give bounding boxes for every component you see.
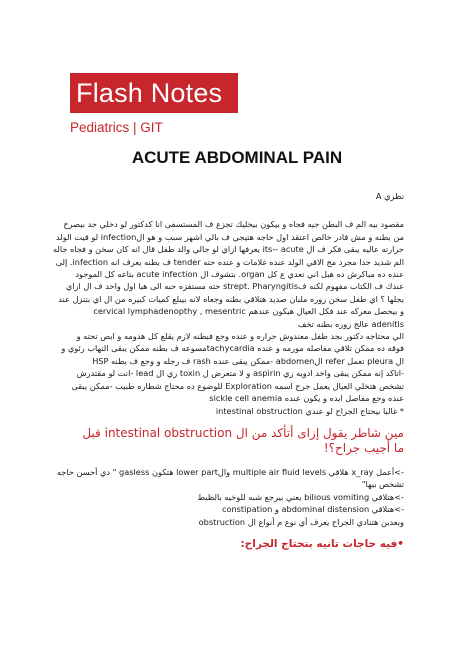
flash-notes-banner: Flash Notes <box>70 73 238 113</box>
text-line: مقصود بيه الم ف البطن جيه فجاه و بيكون بيخليك تجزع ف المستسفى انا كدكتور لو دخلي حد بيصرخ <box>63 219 404 230</box>
text-line: الي محتاجه دكتور بجد طفل معندوش حراره و عنده وجع فبطنه لازم يقلع كل هدومه و ابص تحته و <box>76 331 404 342</box>
spacer <box>70 528 404 537</box>
spacer <box>70 457 404 466</box>
question-heading: مين شاطر يقول إزاى أتأكد من ال intestinal obstruction قبل ما أجيب جراح؟! <box>82 425 404 456</box>
spacer <box>70 417 404 426</box>
sign-line: ->هتلاقي abdominal distension و constipation <box>221 504 404 515</box>
text-line: فوقه ده ممكن تلاقي مفاصله مورمه و عنده tachycardiaمسوعه ف بطنه ممكن يبقى التهاب رئوي و <box>61 343 404 354</box>
text-line: الم شديد جدا مجرد مج الاقي الولد عنده غلامات و عنده حته tender ف بطنه يعرف انه infection. إلى <box>55 256 404 267</box>
text-line: نظري A <box>375 191 404 201</box>
sign-line: ->أعمل x_ray هلاقي multiple air fluid levels والlower part هتكون gasless " دي أحسن حاجه <box>56 466 404 477</box>
note-content <box>52 190 404 551</box>
text-line: حرارته عاليه يبقى فكر ف ال its-- acute يعرفها ازاي لو جالي والد طفل قال انه كان سخن و فجاه جاله <box>52 244 404 255</box>
section-subtitle: Pediatrics | GIT <box>70 120 163 135</box>
footer-heading: •فيه حاجات تانيه بتحتاج الجراح: <box>240 537 404 550</box>
spacer <box>70 202 404 218</box>
text-line: عنده ده مباكرش ده هبل اني تعدي ع كل organ. بتشوف ال acute infection بتاعه كل الموجود <box>75 269 404 280</box>
text-line: ال pleura تعمل refer الabdomen -ممكن يبقى عنده rash ف رجله و وجع ف بطنه HSP <box>92 355 404 366</box>
text-line: adenitis عالج زوره بطنه تخف <box>297 318 404 329</box>
page-title: ACUTE ABDOMINAL PAIN <box>131 148 343 167</box>
text-line: من بطنه و مش قادر خالص اعتقد اول حاجه هتيجي ف بالي اشهر سبب و هو الinfection لو قيت الولد <box>55 231 404 242</box>
sign-line: وبعدين هتنادي الجراح يعرف أي نوع م أنواع ال obstruction <box>198 516 404 527</box>
sign-line: ->هتلاقي bilious vomiting يعني بيرجع شبه للوخيه بالظبط <box>197 491 404 502</box>
text-line: و بيحصل معركه عند فكل العيال هيكون عندهم cervical lymphadenopthy , mesentric <box>93 306 404 317</box>
text-line: يجلها ؟ اي طفل سخن زوره ملبان صديد هتلاقي بطنه وجعاه لانه بيبلع كميات كبيره من ال اي بتنزل عند <box>58 293 404 304</box>
text-line: -اتاكد إنه ممكن يبقى واخد ادويه زي aspirin و لا متعرض ل toxin زي ال lead -انت لو مقتدرش <box>76 368 404 379</box>
text-line: عنده وجع مفاصل ايده و يكون عنده sickle cell anemia <box>209 393 404 404</box>
text-line: عندك ف الكتاب مفهوم لكنه فstrept. Pharyngitis حته مستفزه حبه الى هيا اول واحد ف ال ازاي <box>65 281 404 292</box>
sign-line: تشخص بيها" <box>361 479 404 490</box>
text-line: تشخص هتخلي العيال يعمل جرح اسمه Exploration للوضوع ده محتاج شطاره طبيب -ممكن يبقى <box>71 380 404 391</box>
text-line: * غالبا بيحتاج الجراح لو عندي intestinal obstruction <box>215 405 404 416</box>
